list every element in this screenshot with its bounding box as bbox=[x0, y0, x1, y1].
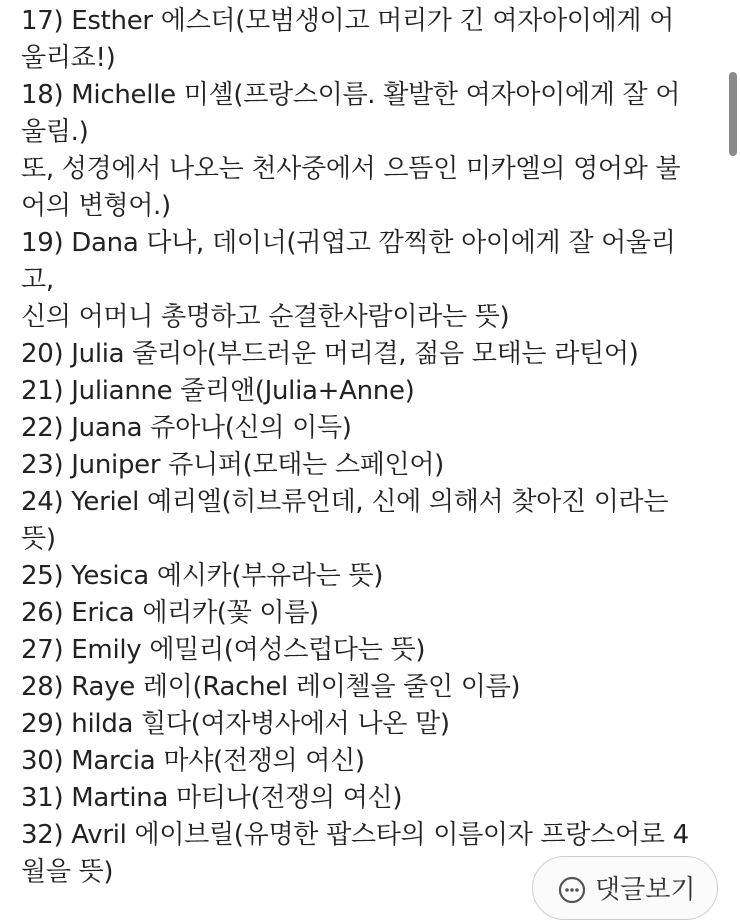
article-line: 19) Dana 다나, 데이너(귀엽고 깜찍한 아이에게 잘 어울리 bbox=[21, 228, 676, 258]
article-line: 26) Erica 에리카(꽃 이름) bbox=[21, 598, 319, 628]
article-line: 27) Emily 에밀리(여성스럽다는 뜻) bbox=[21, 635, 426, 665]
article-line: 어의 변형어.) bbox=[21, 191, 171, 221]
article-line: 24) Yeriel 예리엘(히브류언데, 신에 의해서 찾아진 이라는 bbox=[21, 487, 669, 517]
scrollbar-thumb[interactable] bbox=[729, 72, 737, 156]
article-line: 17) Esther 에스더(모범생이고 머리가 긴 여자아이에게 어 bbox=[21, 6, 674, 36]
article-line: 울리죠!) bbox=[21, 43, 116, 73]
view-comments-button[interactable] bbox=[532, 856, 718, 920]
article-line: 32) Avril 에이브릴(유명한 팝스타의 이름이자 프랑스어로 4 bbox=[21, 820, 689, 850]
article-line: 23) Juniper 쥬니퍼(모태는 스페인어) bbox=[21, 450, 445, 480]
article-line: 고, bbox=[21, 265, 54, 295]
article-line: 18) Michelle 미셸(프랑스이름. 활발한 여자아이에게 잘 어 bbox=[21, 80, 681, 110]
article-line: 울림.) bbox=[21, 117, 89, 147]
article-line: 20) Julia 줄리아(부드러운 머리결, 젊음 모태는 라틴어) bbox=[21, 339, 639, 369]
article-line: 또, 성경에서 나오는 천사중에서 으뜸인 미카엘의 영어와 불 bbox=[21, 154, 681, 184]
comment-bubble-icon bbox=[557, 875, 587, 905]
article-line: 월을 뜻) bbox=[21, 857, 114, 887]
article-body bbox=[21, 3, 721, 891]
article-line: 31) Martina 마티나(전쟁의 여신) bbox=[21, 783, 403, 813]
article-line: 25) Yesica 예시카(부유라는 뜻) bbox=[21, 561, 384, 591]
article-line: 30) Marcia 마샤(전쟁의 여신) bbox=[21, 746, 365, 776]
article-line: 22) Juana 쥬아나(신의 이득) bbox=[21, 413, 352, 443]
article-line: 28) Raye 레이(Rachel 레이첼을 줄인 이름) bbox=[21, 672, 521, 702]
article-line: 뜻) bbox=[21, 524, 56, 554]
article-line: 신의 어머니 총명하고 순결한사람이라는 뜻) bbox=[21, 302, 510, 332]
article-line: 29) hilda 힐다(여자병사에서 나온 말) bbox=[21, 709, 450, 739]
view-comments-label: 댓글보기 bbox=[595, 875, 696, 905]
article-line: 21) Julianne 줄리앤(Julia+Anne) bbox=[21, 376, 415, 406]
